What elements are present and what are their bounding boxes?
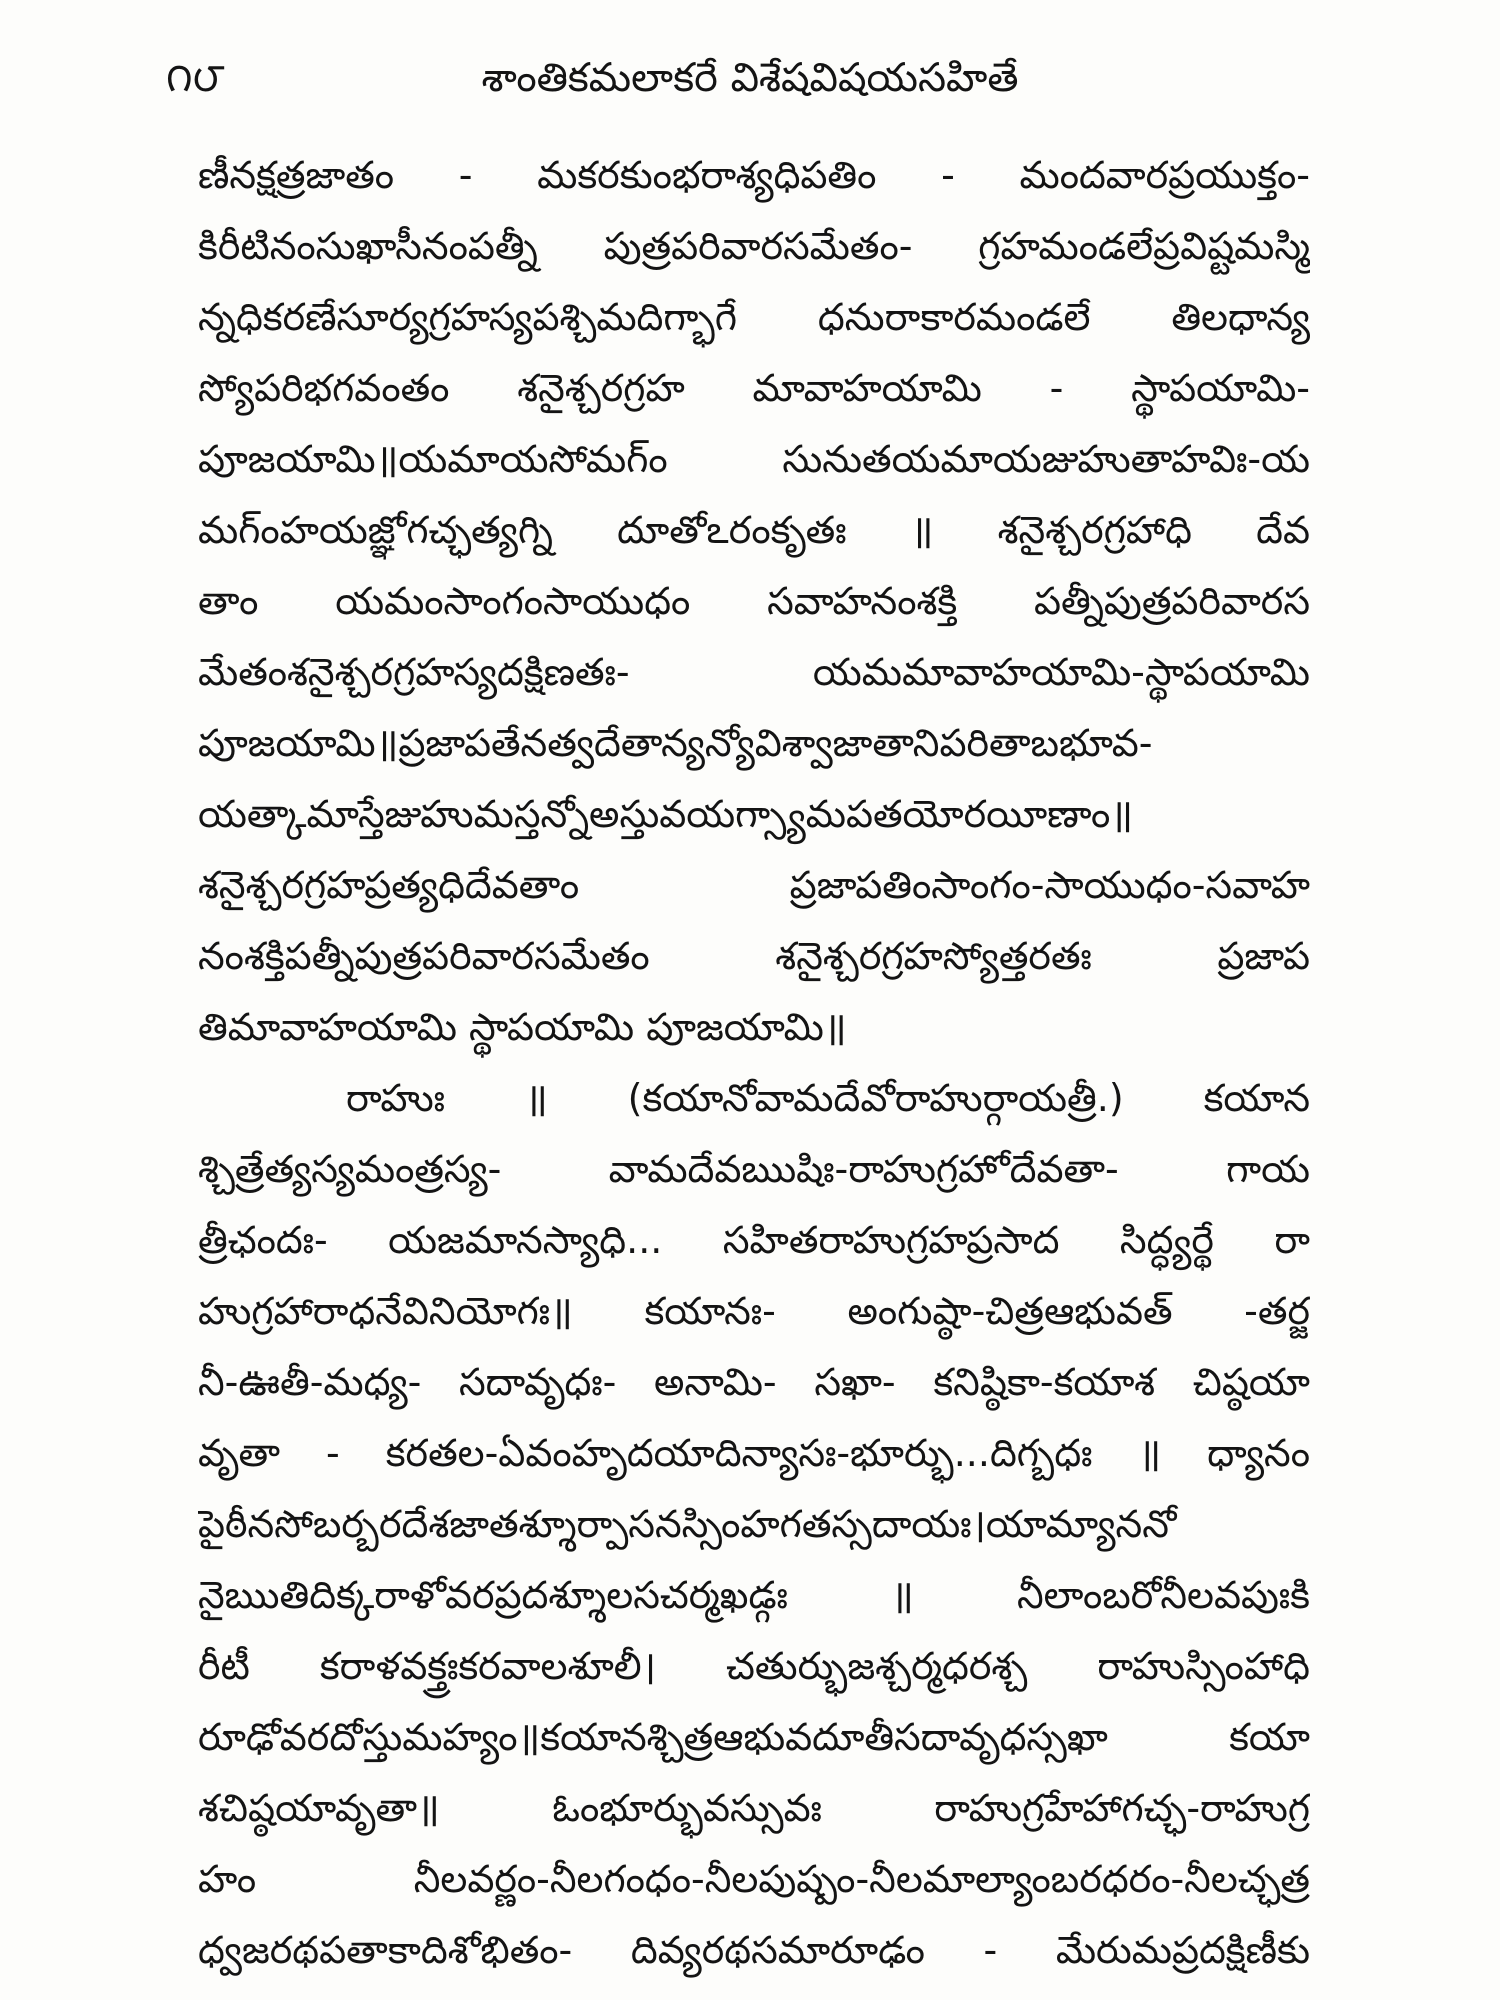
text-line: శనైశ్చరగ్రహప్రత్యధిదేవతాం ప్రజాపతింసాంగం-సాయుధం-సవాహ <box>198 863 1310 907</box>
text-line: మేతంశనైశ్చరగ్రహస్యదక్షిణతః- యమమావాహయామి-స్థాపయామి <box>198 650 1310 694</box>
text-line: స్యోపరిభగవంతం శనైశ్చరగ్రహ మావాహయామి - స్థాపయామి- <box>198 366 1310 410</box>
page-number: ౧౮ <box>166 55 225 101</box>
text-line: పూజయామి॥యమాయసోమగ్ం సునుతయమాయజుహుతాహవిః-య <box>198 437 1310 481</box>
text-line: న్నధికరణేసూర్యగ్రహస్యపశ్చిమదిగ్భాగే ధనురాకారమండలే తిలధాన్య <box>198 295 1310 339</box>
text-line: పూజయామి॥ప్రజాపతేనత్వదేతాన్యన్యోవిశ్వాజాతానిపరితాబభూవ- <box>198 721 1153 765</box>
text-line: రీటీ కరాళవక్త్రఃకరవాలశూలీ। చతుర్భుజశ్చర్మధరశ్చ రాహుస్సింహాధి <box>198 1644 1310 1688</box>
page-body <box>198 140 1310 1990</box>
text-line: తిమావాహయామి స్థాపయామి పూజయామి॥ <box>198 1005 847 1049</box>
running-title: శాంతికమలాకరే విశేషవిషయసహితే <box>481 55 1019 101</box>
text-line: పైఠీనసోబర్బరదేశజాతశ్శూర్పాసనస్సింహగతస్సదాయః।యామ్యాననో <box>198 1502 1177 1546</box>
text-line: రూఢోవరదోస్తుమహ్యం॥కయానశ్చిత్రఆభువదూతీసదావృధస్సఖా కయా <box>198 1715 1310 1759</box>
text-line: త్రీఛందః- యజమానస్యాధి... సహితరాహుగ్రహప్రసాద సిద్ధ్యర్థే రా <box>198 1218 1310 1262</box>
text-line: యత్కామాస్తేజుహుమస్తన్నోఅస్తువయగ్స్యామపతయోరయీణాం॥ <box>198 792 1134 836</box>
text-line: హం నీలవర్ణం-నీలగంధం-నీలపుష్పం-నీలమాల్యాంబరధరం-నీలచ్ఛత్ర <box>198 1857 1310 1901</box>
text-line: ణీనక్షత్రజాతం - మకరకుంభరాశ్యధిపతిం - మందవారప్రయుక్తం- <box>198 153 1310 197</box>
text-line: హుగ్రహారాధనేవినియోగః॥ కయానః- అంగుష్ఠా-చిత్రఆభువత్ -తర్జ <box>198 1289 1310 1333</box>
text-line: తాం యమంసాంగంసాయుధం సవాహనంశక్తి పత్నీపుత్రపరివారస <box>198 579 1310 623</box>
text-line: మగ్ంహయజ్ఞోగచ్ఛత్యగ్ని దూతోఽరంకృతః ॥ శనైశ్చరగ్రహాధి దేవ <box>198 508 1310 552</box>
text-line: నీ-ఊతీ-మధ్య- సదావృధః- అనామి- సఖా- కనిష్ఠికా-కయాశ చిష్ఠయా <box>198 1360 1310 1404</box>
section-heading-line: రాహుః ॥ (కయానోవామదేవోరాహుర్గాయత్రీ.) కయాన <box>346 1076 1310 1120</box>
text-line: నైఋతిదిక్కరాళోవరప్రదశ్శూలసచర్మఖడ్గః ॥ నీలాంబరోనీలవపుఃకి <box>198 1573 1310 1617</box>
text-line: వృతా - కరతల-ఏవంహృదయాదిన్యాసః-భూర్భు...దిగ్బధః ॥ ధ్యానం <box>198 1431 1310 1475</box>
text-line: శ్చిత్రేత్యస్యమంత్రస్య- వామదేవఋషిః-రాహుగ్రహోదేవతా- గాయ <box>198 1147 1310 1191</box>
text-line: నంశక్తిపత్నీపుత్రపరివారసమేతం శనైశ్చరగ్రహస్యోత్తరతః ప్రజాప <box>198 934 1310 978</box>
text-line: కిరీటినంసుఖాసీనంపత్నీ పుత్రపరివారసమేతం- గ్రహమండలేప్రవిష్టమస్మి <box>198 224 1310 268</box>
text-line: శచిష్ఠయావృతా॥ ఓంభూర్భువస్సువః రాహుగ్రహేహాగచ్ఛ-రాహుగ్ర <box>198 1786 1310 1830</box>
text-line: ధ్వజరథపతాకాదిశోభితం- దివ్యరథసమారూఢం - మేరుమప్రదక్షిణీకు <box>198 1928 1310 1972</box>
